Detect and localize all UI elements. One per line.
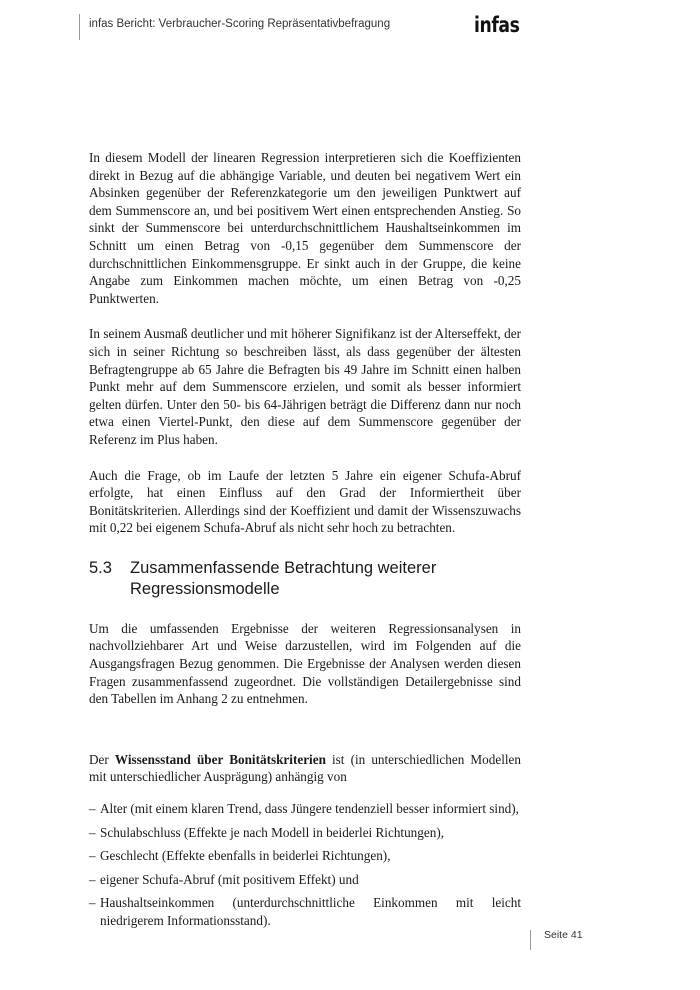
page-number: Seite 41 [544,929,583,941]
section-number: 5.3 [89,558,112,577]
bullet-dash: – [89,871,96,887]
header-divider [79,14,80,40]
bullet-dash: – [89,824,96,840]
section-heading [89,558,521,600]
infas-logo: infas [474,13,520,37]
paragraph-schufa: Auch die Frage, ob im Laufe der letzten 5 Jahre ein eigener Schufa-Abruf erfolgte, hat einen Einfluss auf den Grad der Informiertheit über Bonitätskriterien. Allerdings sind der Koeffizient und damit der Wissenszuwachs mit 0,22 bei eigenem Schufa-Abruf als nicht sehr hoch zu betrachten. [89,467,521,536]
list-item: – eigener Schufa-Abruf (mit positivem Effekt) und [89,871,359,887]
main-content [89,149,521,936]
factor-list [89,800,521,930]
bullet-dash: – [89,848,96,864]
bullet-dash: – [89,895,96,911]
bullet-dash: – [89,801,96,817]
list-item: – Alter (mit einem klaren Trend, dass Jüngere tendenziell besser informiert sind), [89,801,519,817]
knowledge-intro: Der [89,751,115,767]
paragraph-summary: Um die umfassenden Ergebnisse der weiteren Regressionsanalysen in nachvollziehbarer Art und Weise darzustellen, wird im Folgenden auf die Ausgangsfragen Bezug genommen. Die Ergebnisse der Analysen werden diesen Fragen zusammenfassend zugeordnet. Die vollständigen Detailergebnisse sind den Tabellen im Anhang 2 zu entnehmen. [89,620,521,707]
section-title: Zusammenfassende Betrachtung weiterer Regressionsmodelle [130,558,437,598]
list-item: – Schulabschluss (Effekte je nach Modell in beiderlei Richtungen), [89,824,445,840]
paragraph-age-effect: In seinem Ausmaß deutlicher und mit höherer Signifikanz ist der Alterseffekt, der sich in seiner Richtung so beschreiben lässt, als dass gegenüber der ältesten Befragtengruppe ab 65 Jahre die Befragten bis 49 Jahre im Schnitt einen halben Punkt mehr auf dem Summenscore erzielen, und somit als besser informiert gelten dürfen. Unter den 50- bis 64-Jährigen beträgt die Differenz dann nur noch etwa einen Viertel-Punkt, den diese auf dem Summenscore gegenüber der Referenz im Plus haben. [89,326,521,447]
knowledge-term: Wissensstand über Bonitätskriterien [114,751,326,767]
paragraph-knowledge [89,751,521,786]
knowledge-rest: ist (in unterschiedlichen Modellen mit unterschiedlicher Ausprägung) anhängig von [89,751,521,785]
list-item: – Haushaltseinkommen (unterdurchschnittliche Einkommen mit leicht niedrigerem Informationsstand). [89,895,521,928]
footer-divider [530,930,531,950]
list-item: – Geschlecht (Effekte ebenfalls in beiderlei Richtungen), [89,848,391,864]
report-title: infas Bericht: Verbraucher-Scoring Repräsentativbefragung [89,18,391,30]
paragraph-regression: In diesem Modell der linearen Regression interpretieren sich die Koeffizienten direkt in Bezug auf die abhängige Variable, und deuten bei negativem Wert ein Absinken gegenüber der Referenzkategorie um den jeweiligen Punktwert auf dem Summenscore an, und bei positivem Wert einen entsprechenden Anstieg. So sinkt der Summenscore bei unterdurchschnittlichem Haushaltseinkommen im Schnitt um einen Betrag von -0,15 gegenüber dem Summenscore der durchschnittlichen Einkommensgruppe. Er sinkt auch in der Gruppe, die keine Angabe zum Einkommen machen möchte, um einen Betrag von -0,25 Punktwerten. [89,150,521,306]
